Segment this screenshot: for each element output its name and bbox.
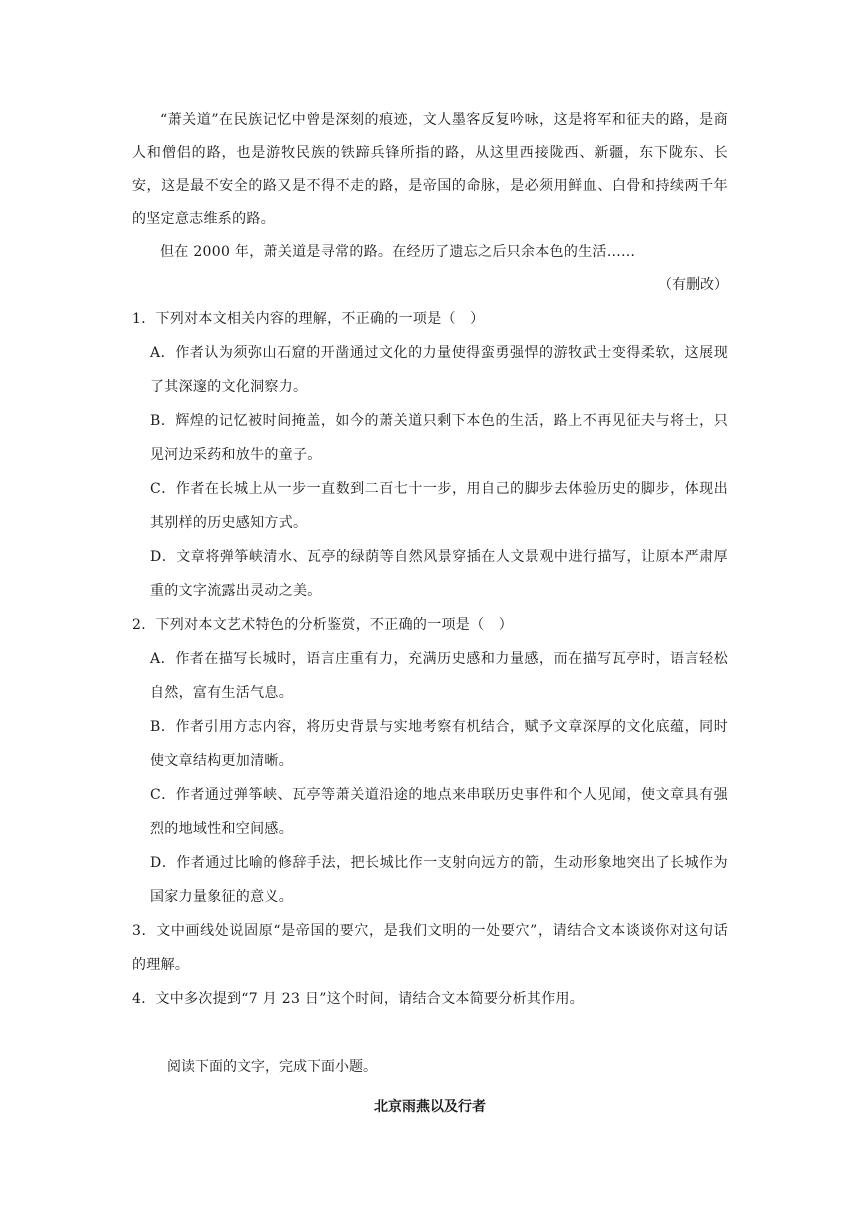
option-c: C．作者在长城上从一步一直数到二百七十一步，用自己的脚步去体验历史的脚步，体现出其别样的历史感知方式。 — [150, 481, 728, 531]
question-stem: 3．文中画线处说固原“是帝国的要穴，是我们文明的一处要穴”，请结合文本谈谈你对这句话的理解。 — [132, 923, 728, 973]
option-c: C．作者通过弹筝峡、瓦亭等萧关道沿途的地点来串联历史事件和个人见闻，使文章具有强烈的地域性和空间感。 — [150, 787, 728, 837]
section-gap — [132, 1016, 728, 1050]
reading-instruction: 阅读下面的文字，完成下面小题。 — [167, 1059, 377, 1075]
document-page — [132, 104, 728, 1124]
question-stem: 4．文中多次提到“7 月 23 日”这个时间，请结合文本简要分析其作用。 — [132, 991, 585, 1007]
passage-paragraph-1: “萧关道”在民族记忆中曾是深刻的痕迹，文人墨客反复吟咏，这是将军和征夫的路，是商人和僧侣的路，也是游牧民族的铁蹄兵锋所指的路，从这里西接陇西、新疆，东下陇东、长安，这是最不安全的路又是不得不走的路，是帝国的命脉，是必须用鲜血、白骨和持续两千年的坚定意志维系的路。 — [132, 112, 728, 227]
question-3 — [132, 914, 728, 982]
next-section — [132, 1050, 728, 1124]
option-a: A．作者在描写长城时，语言庄重有力，充满历史感和力量感，而在描写瓦亭时，语言轻松自然，富有生活气息。 — [150, 651, 728, 701]
option-b: B．作者引用方志内容，将历史背景与实地考察有机结合，赋予文章深厚的文化底蕴，同时使文章结构更加清晰。 — [150, 719, 728, 769]
source-note: （有删改） — [658, 277, 728, 293]
reading-passage — [132, 104, 728, 302]
option-b: B．辉煌的记忆被时间掩盖，如今的萧关道只剩下本色的生活，路上不再见征夫与将士，只见河边采药和放牛的童子。 — [150, 413, 728, 463]
question-2 — [132, 608, 728, 914]
question-stem: 2．下列对本文艺术特色的分析鉴赏，不正确的一项是（ ） — [132, 617, 514, 633]
option-d: D．作者通过比喻的修辞手法，把长城比作一支射向远方的箭，生动形象地突出了长城作为国家力量象征的意义。 — [150, 855, 728, 905]
option-a: A．作者认为须弥山石窟的开凿通过文化的力量使得蛮勇强悍的游牧武士变得柔软，这展现了其深邃的文化洞察力。 — [150, 345, 728, 395]
option-d: D．文章将弹筝峡清水、瓦亭的绿荫等自然风景穿插在人文景观中进行描写，让原本严肃厚重的文字流露出灵动之美。 — [150, 549, 728, 599]
question-4 — [132, 982, 728, 1016]
passage-paragraph-2: 但在 2000 年，萧关道是寻常的路。在经历了遗忘之后只余本色的生活…… — [160, 244, 636, 260]
article-title: 北京雨燕以及行者 — [374, 1099, 486, 1115]
question-1 — [132, 302, 728, 608]
question-stem: 1．下列对本文相关内容的理解，不正确的一项是（ ） — [132, 311, 485, 327]
